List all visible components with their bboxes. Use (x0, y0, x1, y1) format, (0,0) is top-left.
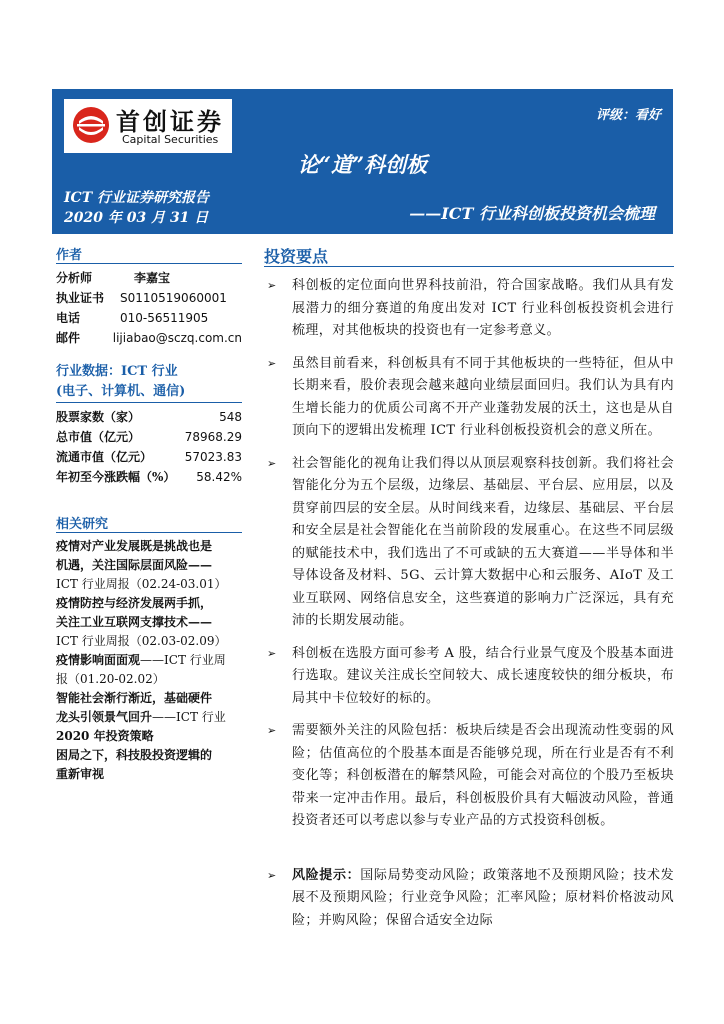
header-banner (52, 89, 673, 234)
market-data-value: 57023.83 (184, 450, 242, 464)
related-research-line[interactable]: 关注工业互联网支撑技术—— (56, 615, 213, 629)
related-research-line[interactable]: 龙头引领景气回升——ICT 行业 (56, 710, 226, 724)
market-data-table (56, 407, 242, 487)
author-label: 分析师 (56, 271, 93, 285)
investment-point: ➢ 需要额外关注的风险包括：板块后续是否会出现流动性变弱的风险；估值高位的个股基本面是否能够兑现，所在行业是否有不利变化等；科创板潜在的解禁风险，可能会对高位的个股乃至板块带来一定冲击作用。最后，科创板股价具有大幅波动风险，普通投资者还可以考虑以参与专业产品的方式投资科创板。 (264, 720, 674, 833)
author-row (56, 308, 242, 328)
related-research-line[interactable]: 疫情防控与经济发展两手抓， (56, 596, 213, 610)
arrow-bullet-icon: ➢ (267, 456, 277, 470)
related-research-line[interactable]: 机遇，关注国际层面风险—— (56, 558, 213, 572)
divider (56, 263, 242, 264)
related-research-line[interactable]: 困局之下，科技股投资逻辑的 (56, 748, 213, 762)
related-research-line[interactable]: 重新审视 (56, 767, 105, 781)
market-data-subheading: (电子、计算机、通信) (56, 384, 186, 399)
investment-point: ➢ 科创板的定位面向世界科技前沿，符合国家战略。我们从具有发展潜力的细分赛道的角度出发对 ICT 行业科创板投资机会进行梳理，对其他板块的投资也有一定参考意义。 (264, 275, 674, 343)
report-subtitle: ——ICT 行业科创板投资机会梳理 (409, 204, 655, 223)
sidebar (56, 244, 242, 784)
company-logo (64, 99, 232, 153)
capital-securities-logo-icon (71, 105, 111, 145)
market-data-value: 58.42% (196, 470, 242, 484)
author-row (56, 328, 242, 348)
author-row (56, 288, 242, 308)
logo-chinese-name: 首创证券 (116, 107, 224, 136)
market-data-value: 548 (219, 410, 242, 424)
author-row (56, 268, 242, 288)
analyst-name: 李嘉宝 (134, 271, 171, 285)
market-data-row (56, 427, 242, 447)
market-data-row (56, 467, 242, 487)
author-label: 邮件 (56, 331, 81, 345)
investment-point: ➢ 科创板在选股方面可参考 A 股，结合行业景气度及个股基本面进行选取。建议关注成长空间较大、成长速度较快的细分板块，布局其中卡位较好的标的。 (264, 643, 674, 711)
author-label: 执业证书 (56, 291, 105, 305)
report-date: 2020 年 03 月 31 日 (64, 210, 209, 226)
arrow-bullet-icon: ➢ (267, 356, 277, 370)
divider (56, 402, 242, 403)
arrow-bullet-icon: ➢ (267, 646, 277, 660)
author-label: 电话 (56, 311, 81, 325)
divider (264, 266, 674, 267)
investment-points-section (264, 244, 674, 932)
related-research-list (56, 537, 242, 784)
rating-label: 评级：看好 (595, 108, 661, 123)
market-data-row (56, 447, 242, 467)
market-data-label: 总市值（亿元） (56, 430, 141, 444)
related-research-heading: 相关研究 (56, 517, 109, 532)
related-research-line[interactable]: ICT 行业周报（02.03-02.09） (56, 634, 227, 648)
investment-points-heading: 投资要点 (264, 247, 329, 266)
arrow-bullet-icon: ➢ (267, 724, 277, 737)
market-data-label: 流通市值（亿元） (56, 450, 153, 464)
arrow-bullet-icon: ➢ (267, 279, 277, 292)
market-data-row (56, 407, 242, 427)
author-heading: 作者 (56, 248, 83, 263)
email-link[interactable]: lijiabao@sczq.com.cn (112, 331, 242, 345)
risk-label: 风险提示： (292, 867, 361, 883)
market-data-value: 78968.29 (184, 430, 242, 444)
logo-english-name: Capital Securities (122, 133, 219, 146)
risk-warning (264, 865, 674, 933)
report-type: ICT 行业证券研究报告 (64, 190, 209, 206)
related-research-line[interactable]: 报（01.20-02.02） (56, 672, 165, 686)
divider (56, 532, 242, 533)
related-research-line[interactable]: 智能社会渐行渐近，基础硬件 (56, 691, 213, 705)
investment-point: ➢ 虽然目前看来，科创板具有不同于其他板块的一些特征，但从中长期来看，股价表现会越来越向业绩层面回归。我们认为具有内生增长能力的优质公司离不开产业蓬勃发展的沃土，这也是从自顶向下的逻辑出发梳理 ICT 行业科创板投资机会的意义所在。 (264, 353, 674, 443)
license-number: S0110519060001 (120, 291, 227, 305)
phone-number: 010-56511905 (120, 311, 209, 325)
market-data-label: 年初至今涨跌幅（%） (56, 470, 176, 484)
related-research-line[interactable]: 疫情对产业发展既是挑战也是 (56, 539, 213, 553)
report-title: 论“道”科创板 (297, 152, 428, 177)
related-research-line[interactable]: 2020 年投资策略 (56, 729, 154, 743)
related-research-line[interactable]: ICT 行业周报（02.24-03.01） (56, 577, 227, 591)
market-data-label: 股票家数（家） (56, 410, 141, 424)
investment-point: ➢ 社会智能化的视角让我们得以从顶层观察科技创新。我们将社会智能化分为五个层级，边缘层、基础层、平台层、应用层，以及贯穿前四层的安全层。从时间线来看，边缘层、基础层、平台层和安全层是社会智能化在当前阶段的发展重心。在这些不同层级的赋能技术中，我们选出了不可或缺的五大赛道——半导体和半导体设备及材料、5G、云计算大数据中心和云服务、AIoT 及工业互联网、网络信息安全，这些赛道的影响力广泛深远，具有充沛的长期发展动能。 (264, 453, 674, 633)
risk-text: 国际局势变动风险；政策落地不及预期风险；技术发展不及预期风险；行业竞争风险；汇率风险；原材料价格波动风险；并购风险；保留合适安全边际 (292, 867, 674, 928)
arrow-bullet-icon: ➢ (267, 868, 277, 882)
author-block (56, 268, 242, 348)
related-research-line[interactable]: 疫情影响面面观——ICT 行业周 (56, 653, 226, 667)
market-data-heading: 行业数据：ICT 行业 (56, 364, 178, 379)
